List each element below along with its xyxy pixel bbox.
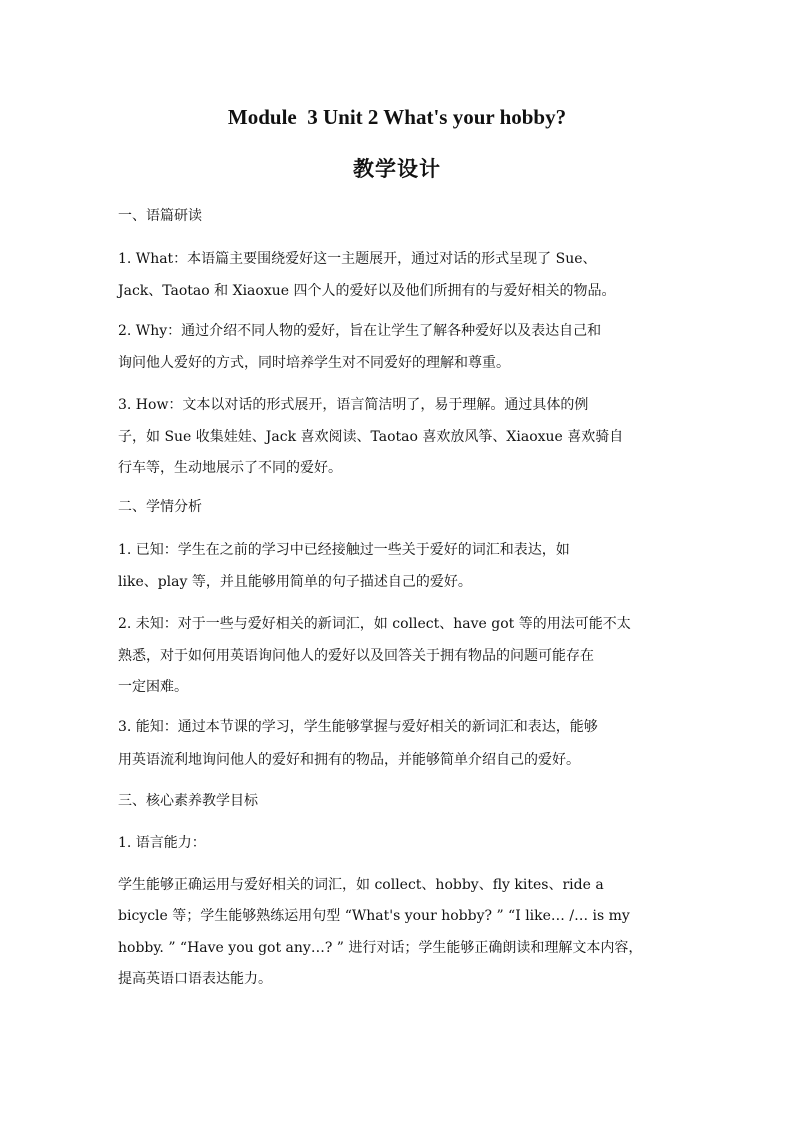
paragraph-line: 1. What：本语篇主要围绕爱好这一主题展开，通过对话的形式呈现了 Sue、 bbox=[118, 251, 597, 267]
paragraph-line: hobby. ” “Have you got any…? ” 进行对话；学生能够正确朗读和理解文本内容， bbox=[118, 940, 643, 956]
paragraph-line: 子，如 Sue 收集娃娃、Jack 喜欢阅读、Taotao 喜欢放风筝、Xiaoxue 喜欢骑自 bbox=[118, 429, 624, 445]
paragraph-line: 行车等，生动地展示了不同的爱好。 bbox=[118, 460, 342, 476]
document-title: Module 3 Unit 2 What's your hobby? bbox=[227, 105, 567, 129]
paragraph-line: 熟悉，对于如何用英语询问他人的爱好以及回答关于拥有物品的问题可能存在 bbox=[118, 648, 594, 664]
paragraph-line: 询问他人爱好的方式，同时培养学生对不同爱好的理解和尊重。 bbox=[118, 355, 510, 371]
section-heading-core-literacy-goals: 三、核心素养教学目标 bbox=[118, 793, 258, 809]
paragraph-line: 1. 已知：学生在之前的学习中已经接触过一些关于爱好的词汇和表达，如 bbox=[118, 542, 570, 558]
paragraph-line: Jack、Taotao 和 Xiaoxue 四个人的爱好以及他们所拥有的与爱好相关的物品。 bbox=[118, 283, 616, 299]
paragraph-line: 提高英语口语表达能力。 bbox=[118, 971, 272, 987]
paragraph-line: 2. Why：通过介绍不同人物的爱好，旨在让学生了解各种爱好以及表达自己和 bbox=[118, 323, 602, 339]
section-heading-learner-analysis: 二、学情分析 bbox=[118, 499, 202, 515]
paragraph-line: 3. 能知：通过本节课的学习，学生能够掌握与爱好相关的新词汇和表达，能够 bbox=[118, 719, 598, 735]
document-subtitle: 教学设计 bbox=[353, 157, 441, 181]
paragraph-line: 1. 语言能力： bbox=[118, 835, 206, 851]
paragraph-line: 2. 未知：对于一些与爱好相关的新词汇，如 collect、have got 等的用法可能不太 bbox=[118, 616, 631, 632]
paragraph-line: 用英语流利地询问他人的爱好和拥有的物品，并能够简单介绍自己的爱好。 bbox=[118, 752, 580, 768]
paragraph-line: like、play 等，并且能够用简单的句子描述自己的爱好。 bbox=[118, 574, 472, 590]
paragraph-line: 一定困难。 bbox=[118, 679, 188, 695]
paragraph-line: bicycle 等；学生能够熟练运用句型 “What's your hobby? ” “I like… /… is my bbox=[118, 908, 630, 924]
paragraph-line: 学生能够正确运用与爱好相关的词汇，如 collect、hobby、fly kites、ride a bbox=[118, 877, 604, 893]
section-heading-discourse-study: 一、语篇研读 bbox=[118, 208, 202, 224]
paragraph-line: 3. How：文本以对话的形式展开，语言简洁明了，易于理解。通过具体的例 bbox=[118, 397, 589, 413]
